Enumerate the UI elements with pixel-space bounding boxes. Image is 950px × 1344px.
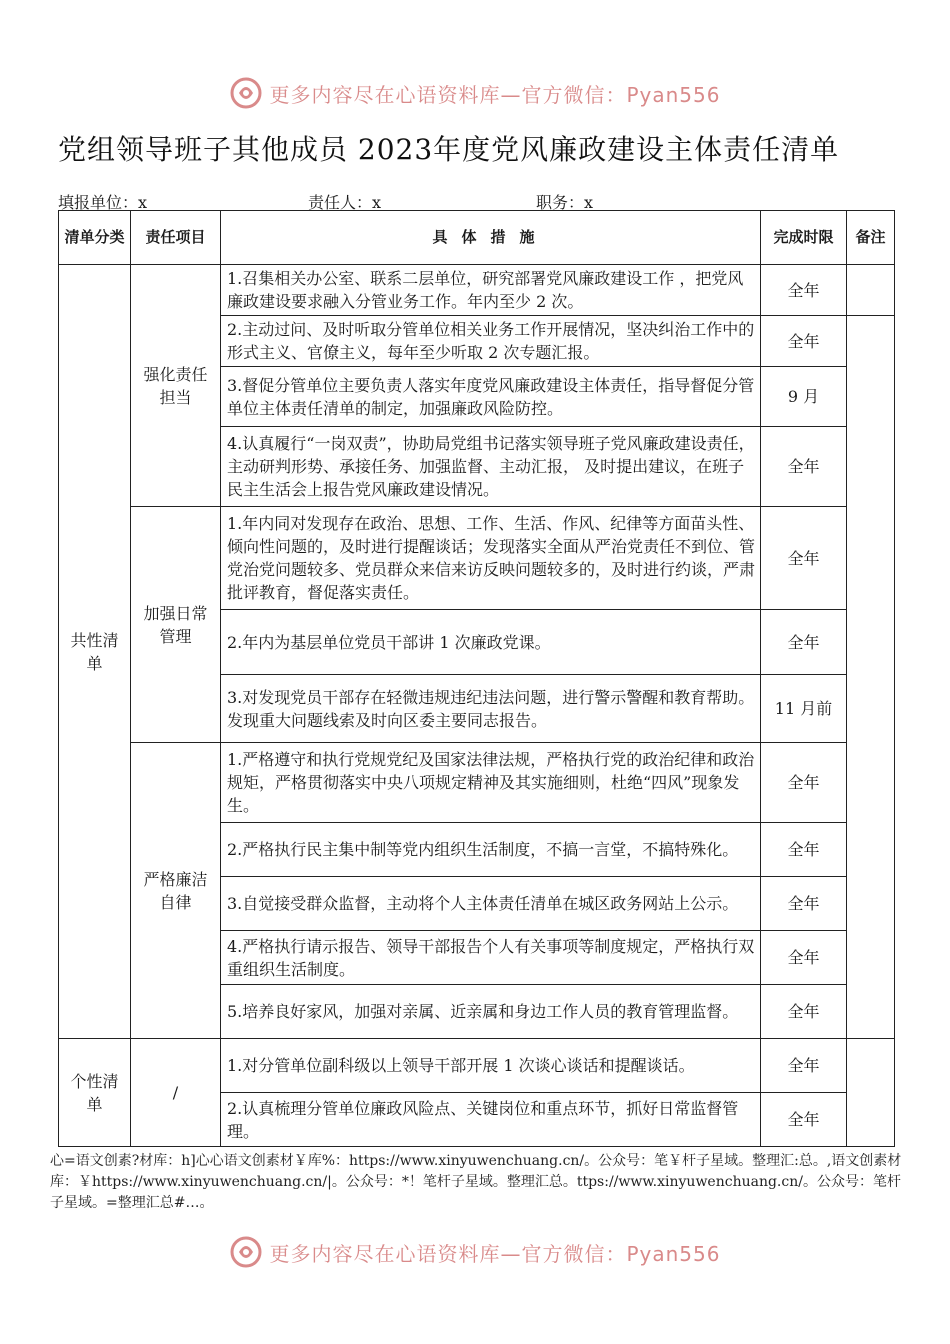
deadline-cell: 全年 xyxy=(761,823,847,877)
item-cell: 强化责任担当 xyxy=(131,265,221,507)
measure-cell: 2.主动过问、及时听取分管单位相关业务工作开展情况，坚决纠治工作中的形式主义、官僚主义，每年至少听取 2 次专题汇报。 xyxy=(221,316,761,367)
header-deadline: 完成时限 xyxy=(761,211,847,265)
measure-cell: 2.认真梳理分管单位廉政风险点、关键岗位和重点环节，抓好日常监督管理。 xyxy=(221,1093,761,1147)
category-cell: 个性清单 xyxy=(59,1039,131,1147)
table-header-row xyxy=(59,211,895,265)
deadline-cell: 全年 xyxy=(761,1039,847,1093)
deadline-cell: 11 月前 xyxy=(761,675,847,743)
deadline-cell: 全年 xyxy=(761,316,847,367)
table-row xyxy=(59,507,895,610)
header-category: 清单分类 xyxy=(59,211,131,265)
table-row xyxy=(59,265,895,316)
deadline-cell: 全年 xyxy=(761,507,847,610)
note-cell xyxy=(847,265,895,316)
measure-cell: 1.严格遵守和执行党规党纪及国家法律法规，严格执行党的政治纪律和政治规矩，严格贯彻落实中央八项规定精神及其实施细则，杜绝“四风”现象发生。 xyxy=(221,743,761,823)
deadline-cell: 全年 xyxy=(761,610,847,675)
measure-cell: 4.认真履行“一岗双责”，协助局党组书记落实领导班子党风廉政建设责任，主动研判形势、承接任务、加强监督、主动汇报， 及时提出建议，在班子民主生活会上报告党风廉政建设情况。 xyxy=(221,427,761,507)
measure-cell: 2.严格执行民主集中制等党内组织生活制度，不搞一言堂，不搞特殊化。 xyxy=(221,823,761,877)
header-item: 责任项目 xyxy=(131,211,221,265)
measure-cell: 3.督促分管单位主要负责人落实年度党风廉政建设主体责任，指导督促分管单位主体责任清单的制定，加强廉政风险防控。 xyxy=(221,367,761,427)
measure-cell: 4.严格执行请示报告、领导干部报告个人有关事项等制度规定，严格执行双重组织生活制度。 xyxy=(221,931,761,985)
item-cell: / xyxy=(131,1039,221,1147)
header-measures: 具体措施 xyxy=(221,211,761,265)
deadline-cell: 全年 xyxy=(761,743,847,823)
item-cell: 严格廉洁自律 xyxy=(131,743,221,1039)
document-title: 党组领导班子其他成员 2023年度党风廉政建设主体责任清单 xyxy=(58,133,840,166)
banner-text: 更多内容尽在心语资料库—官方微信：Pyan556 xyxy=(269,82,721,107)
heart-swirl-logo-icon xyxy=(229,1235,263,1269)
measure-cell: 3.自觉接受群众监督，主动将个人主体责任清单在城区政务网站上公示。 xyxy=(221,877,761,931)
unit-label: 填报单位：x xyxy=(58,193,148,212)
position-label: 职务：x xyxy=(536,193,594,212)
footer-note: 心=语文创素?材库：h]心心语文创素材￥库%：https://www.xinyuwenchuang.cn/。公众号：笔￥杆子星域。整理汇:总。,语文创素材库：￥https://www.xinyuwenchuang.cn/|。公众号：*！笔杆子星域。整理汇总。ttps://www.xinyuwenchuang.cn/。公众号：笔杆子星域。=整理汇总#…。 xyxy=(50,1153,902,1211)
measure-cell: 2.年内为基层单位党员干部讲 1 次廉政党课。 xyxy=(221,610,761,675)
deadline-cell: 全年 xyxy=(761,877,847,931)
deadline-cell: 全年 xyxy=(761,985,847,1039)
category-cell: 共性清单 xyxy=(59,265,131,1039)
note-cell xyxy=(847,316,895,1039)
person-label: 责任人：x xyxy=(308,193,382,212)
measure-cell: 5.培养良好家风，加强对亲属、近亲属和身边工作人员的教育管理监督。 xyxy=(221,985,761,1039)
banner-text: 更多内容尽在心语资料库—官方微信：Pyan556 xyxy=(269,1241,721,1266)
top-banner xyxy=(0,73,950,113)
measure-cell: 3.对发现党员干部存在轻微违规违纪违法问题，进行警示警醒和教育帮助。发现重大问题线索及时向区委主要同志报告。 xyxy=(221,675,761,743)
note-cell xyxy=(847,1039,895,1147)
deadline-cell: 全年 xyxy=(761,1093,847,1147)
measure-cell: 1.对分管单位副科级以上领导干部开展 1 次谈心谈话和提醒谈话。 xyxy=(221,1039,761,1093)
table-row xyxy=(59,1039,895,1093)
deadline-cell: 全年 xyxy=(761,931,847,985)
table-row xyxy=(59,743,895,823)
deadline-cell: 9 月 xyxy=(761,367,847,427)
measure-cell: 1.年内同对发现存在政治、思想、工作、生活、作风、纪律等方面苗头性、倾向性问题的，及时进行提醒谈话；发现落实全面从严治党责任不到位、管党治党问题较多、党员群众来信来访反映问题较多的，及时进行约谈，严肃批评教育，督促落实责任。 xyxy=(221,507,761,610)
heart-swirl-logo-icon xyxy=(229,76,263,110)
header-note: 备注 xyxy=(847,211,895,265)
meta-line xyxy=(58,190,898,212)
bottom-banner xyxy=(0,1232,950,1272)
deadline-cell: 全年 xyxy=(761,427,847,507)
responsibility-table xyxy=(58,210,895,1147)
deadline-cell: 全年 xyxy=(761,265,847,316)
measure-cell: 1.召集相关办公室、联系二层单位，研究部署党风廉政建设工作 ，把党风廉政建设要求融入分管业务工作。年内至少 2 次。 xyxy=(221,265,761,316)
item-cell: 加强日常管理 xyxy=(131,507,221,743)
